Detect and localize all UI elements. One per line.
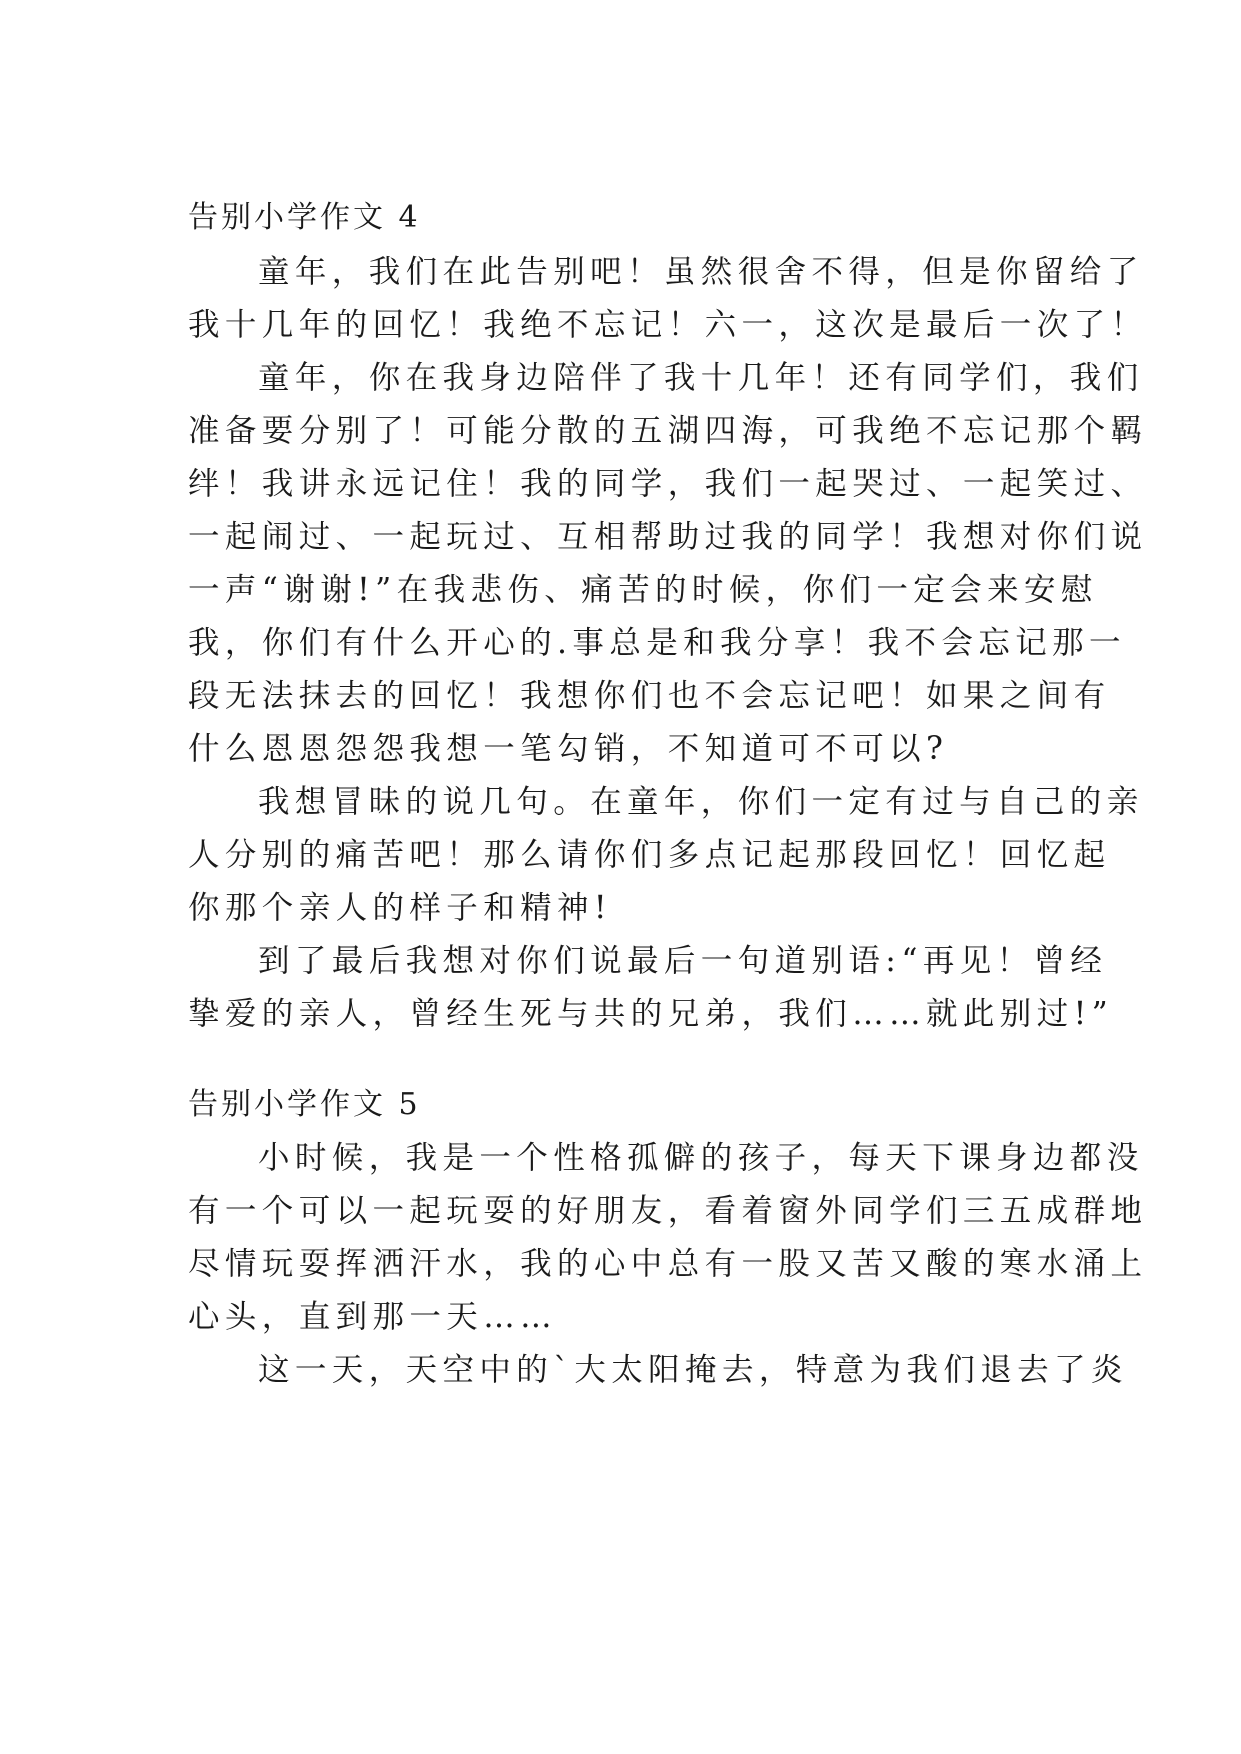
paragraph-line: 段无法抹去的回忆！我想你们也不会忘记吧！如果之间有	[188, 678, 1111, 714]
paragraph-line: 绊！我讲永远记住！我的同学，我们一起哭过、一起笑过、	[188, 466, 1148, 502]
paragraph-line: 尽情玩耍挥洒汗水，我的心中总有一股又苦又酸的寒水涌上	[188, 1246, 1148, 1282]
paragraph-line: 你那个亲人的样子和精神!	[188, 890, 612, 926]
paragraph-line: 心头，直到那一天……	[188, 1299, 558, 1335]
paragraph-line: 我，你们有什么开心的.事总是和我分享！我不会忘记那一	[188, 625, 1126, 661]
paragraph-line: 挚爱的亲人，曾经生死与共的兄弟，我们……就此别过!”	[188, 996, 1114, 1032]
paragraph-line: 小时候，我是一个性格孤僻的孩子，每天下课身边都没	[258, 1140, 1144, 1176]
paragraph-line: 人分别的痛苦吧！那么请你们多点记起那段回忆！回忆起	[188, 837, 1111, 873]
paragraph-line: 童年，我们在此告别吧！虽然很舍不得，但是你留给了	[258, 254, 1144, 290]
paragraph-line: 到了最后我想对你们说最后一句道别语:“再见！曾经	[258, 943, 1108, 979]
paragraph-line: 准备要分别了！可能分散的五湖四海，可我绝不忘记那个羁	[188, 413, 1148, 449]
paragraph-line: 什么恩恩怨怨我想一笔勾销，不知道可不可以?	[188, 731, 949, 767]
section-title: 告别小学作文 5	[188, 1087, 421, 1122]
paragraph-line: 一声“谢谢!”在我悲伤、痛苦的时候，你们一定会来安慰	[188, 572, 1098, 608]
section-title: 告别小学作文 4	[188, 200, 421, 235]
paragraph-line: 我想冒昧的说几句。在童年，你们一定有过与自己的亲	[258, 784, 1144, 820]
paragraph-line: 这一天，天空中的`大太阳掩去，特意为我们退去了炎	[258, 1352, 1128, 1388]
paragraph-line: 有一个可以一起玩耍的好朋友，看着窗外同学们三五成群地	[188, 1193, 1148, 1229]
paragraph-line: 一起闹过、一起玩过、互相帮助过我的同学！我想对你们说	[188, 519, 1148, 555]
paragraph-line: 童年，你在我身边陪伴了我十几年！还有同学们，我们	[258, 360, 1144, 396]
paragraph-line: 我十几年的回忆！我绝不忘记！六一，这次是最后一次了！	[188, 307, 1148, 343]
